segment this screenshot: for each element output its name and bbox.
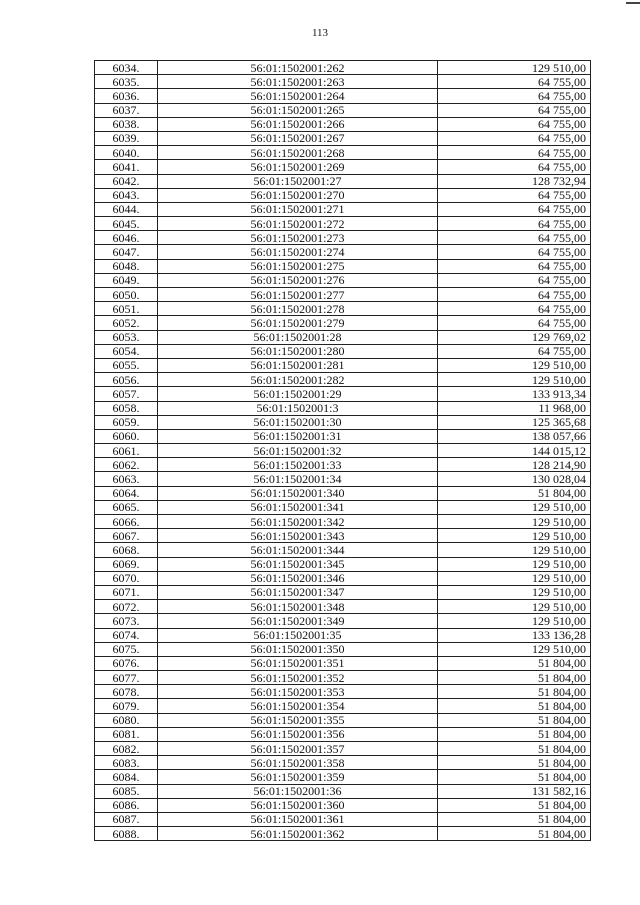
cadastral-value: 129 510,00 [438,358,591,372]
cadastral-value: 144 015,12 [438,444,591,458]
row-number: 6054. [95,344,158,358]
table-row [95,571,591,585]
table-row [95,614,591,628]
cadastral-value: 131 582,16 [438,784,591,798]
row-number: 6076. [95,656,158,670]
table-row [95,344,591,358]
row-number: 6065. [95,500,158,514]
cadastral-number: 56:01:1502001:35 [158,628,438,642]
cadastral-value: 64 755,00 [438,273,591,287]
cadastral-value: 51 804,00 [438,742,591,756]
cadastral-number: 56:01:1502001:264 [158,89,438,103]
cadastral-number: 56:01:1502001:263 [158,75,438,89]
table-row [95,756,591,770]
cadastral-value: 125 365,68 [438,415,591,429]
table-row [95,302,591,316]
cadastral-number: 56:01:1502001:281 [158,358,438,372]
table-row [95,89,591,103]
table-row [95,656,591,670]
row-number: 6087. [95,812,158,826]
cadastral-value: 51 804,00 [438,756,591,770]
cadastral-number: 56:01:1502001:30 [158,415,438,429]
scan-corner-mark [626,2,640,4]
table-row [95,330,591,344]
row-number: 6068. [95,543,158,557]
table-row [95,458,591,472]
row-number: 6082. [95,742,158,756]
table-row [95,600,591,614]
table-row [95,784,591,798]
row-number: 6056. [95,373,158,387]
row-number: 6044. [95,202,158,216]
cadastral-number: 56:01:1502001:346 [158,571,438,585]
table-row [95,515,591,529]
cadastral-number: 56:01:1502001:269 [158,160,438,174]
cadastral-number: 56:01:1502001:350 [158,642,438,656]
table-row [95,373,591,387]
cadastral-value: 133 913,34 [438,387,591,401]
table-row [95,245,591,259]
cadastral-number: 56:01:1502001:359 [158,770,438,784]
row-number: 6071. [95,585,158,599]
cadastral-number: 56:01:1502001:362 [158,827,438,841]
cadastral-value: 51 804,00 [438,685,591,699]
table-row [95,742,591,756]
cadastral-number: 56:01:1502001:278 [158,302,438,316]
row-number: 6086. [95,798,158,812]
cadastral-number: 56:01:1502001:274 [158,245,438,259]
cadastral-number: 56:01:1502001:349 [158,614,438,628]
cadastral-number: 56:01:1502001:358 [158,756,438,770]
cadastral-value: 64 755,00 [438,217,591,231]
table-row [95,160,591,174]
cadastral-value: 51 804,00 [438,798,591,812]
cadastral-value: 64 755,00 [438,131,591,145]
row-number: 6048. [95,259,158,273]
cadastral-value: 64 755,00 [438,188,591,202]
cadastral-value: 129 510,00 [438,571,591,585]
cadastral-value: 129 510,00 [438,61,591,75]
cadastral-value: 128 732,94 [438,174,591,188]
table-row [95,61,591,75]
cadastral-value: 64 755,00 [438,302,591,316]
cadastral-number: 56:01:1502001:282 [158,373,438,387]
table-row [95,713,591,727]
row-number: 6053. [95,330,158,344]
cadastral-number: 56:01:1502001:31 [158,429,438,443]
row-number: 6059. [95,415,158,429]
table-row [95,444,591,458]
table-row [95,103,591,117]
row-number: 6060. [95,429,158,443]
cadastral-number: 56:01:1502001:29 [158,387,438,401]
cadastral-value: 129 510,00 [438,500,591,514]
cadastral-number: 56:01:1502001:341 [158,500,438,514]
cadastral-number: 56:01:1502001:360 [158,798,438,812]
cadastral-number: 56:01:1502001:353 [158,685,438,699]
cadastral-number: 56:01:1502001:347 [158,585,438,599]
table-row [95,543,591,557]
cadastral-number: 56:01:1502001:342 [158,515,438,529]
row-number: 6045. [95,217,158,231]
table-row [95,316,591,330]
table-row [95,671,591,685]
cadastral-number: 56:01:1502001:33 [158,458,438,472]
row-number: 6040. [95,146,158,160]
table-row [95,75,591,89]
cadastral-value: 51 804,00 [438,671,591,685]
cadastral-value: 51 804,00 [438,727,591,741]
row-number: 6039. [95,131,158,145]
cadastral-number: 56:01:1502001:28 [158,330,438,344]
cadastral-value: 51 804,00 [438,827,591,841]
cadastral-value: 64 755,00 [438,117,591,131]
row-number: 6061. [95,444,158,458]
table-row [95,401,591,415]
row-number: 6058. [95,401,158,415]
table-row [95,486,591,500]
row-number: 6047. [95,245,158,259]
row-number: 6052. [95,316,158,330]
cadastral-number: 56:01:1502001:36 [158,784,438,798]
table-row [95,770,591,784]
cadastral-number: 56:01:1502001:352 [158,671,438,685]
cadastral-number: 56:01:1502001:271 [158,202,438,216]
cadastral-number: 56:01:1502001:348 [158,600,438,614]
row-number: 6041. [95,160,158,174]
cadastral-value: 129 769,02 [438,330,591,344]
cadastral-number: 56:01:1502001:345 [158,557,438,571]
table-row [95,259,591,273]
table-row [95,827,591,841]
cadastral-number: 56:01:1502001:357 [158,742,438,756]
row-number: 6046. [95,231,158,245]
table-row [95,288,591,302]
table-row [95,529,591,543]
cadastral-value: 64 755,00 [438,146,591,160]
row-number: 6057. [95,387,158,401]
cadastral-value: 64 755,00 [438,75,591,89]
table-row [95,202,591,216]
cadastral-value: 51 804,00 [438,656,591,670]
cadastral-value: 64 755,00 [438,89,591,103]
row-number: 6038. [95,117,158,131]
table-row [95,727,591,741]
row-number: 6034. [95,61,158,75]
cadastral-value: 64 755,00 [438,344,591,358]
cadastral-number: 56:01:1502001:351 [158,656,438,670]
cadastral-number: 56:01:1502001:280 [158,344,438,358]
cadastral-value: 64 755,00 [438,259,591,273]
cadastral-number: 56:01:1502001:361 [158,812,438,826]
row-number: 6079. [95,699,158,713]
table-row [95,273,591,287]
table-row [95,188,591,202]
row-number: 6036. [95,89,158,103]
cadastral-value: 64 755,00 [438,231,591,245]
row-number: 6066. [95,515,158,529]
row-number: 6083. [95,756,158,770]
row-number: 6049. [95,273,158,287]
row-number: 6051. [95,302,158,316]
cadastral-value: 51 804,00 [438,713,591,727]
table-row [95,415,591,429]
cadastral-value: 64 755,00 [438,288,591,302]
row-number: 6081. [95,727,158,741]
table-row [95,231,591,245]
cadastral-value: 129 510,00 [438,543,591,557]
cadastral-number: 56:01:1502001:266 [158,117,438,131]
row-number: 6042. [95,174,158,188]
cadastral-value: 129 510,00 [438,515,591,529]
row-number: 6084. [95,770,158,784]
row-number: 6088. [95,827,158,841]
table-row [95,429,591,443]
page-number: 113 [311,27,329,39]
row-number: 6043. [95,188,158,202]
table-body [95,61,591,841]
table-row [95,585,591,599]
table-row [95,500,591,514]
row-number: 6070. [95,571,158,585]
cadastral-value: 129 510,00 [438,373,591,387]
cadastral-value: 129 510,00 [438,600,591,614]
row-number: 6085. [95,784,158,798]
cadastral-number: 56:01:1502001:34 [158,472,438,486]
row-number: 6069. [95,557,158,571]
table-row [95,174,591,188]
cadastral-value: 129 510,00 [438,585,591,599]
table-row [95,358,591,372]
cadastral-value: 64 755,00 [438,202,591,216]
row-number: 6075. [95,642,158,656]
cadastral-number: 56:01:1502001:275 [158,259,438,273]
cadastral-number: 56:01:1502001:262 [158,61,438,75]
cadastral-value: 51 804,00 [438,770,591,784]
cadastral-value: 51 804,00 [438,486,591,500]
table-row [95,685,591,699]
cadastral-number: 56:01:1502001:343 [158,529,438,543]
table-row [95,798,591,812]
cadastral-value: 129 510,00 [438,642,591,656]
table-row [95,387,591,401]
table-row [95,472,591,486]
cadastral-number: 56:01:1502001:279 [158,316,438,330]
table-row [95,146,591,160]
cadastral-value: 129 510,00 [438,529,591,543]
table-row [95,699,591,713]
row-number: 6080. [95,713,158,727]
cadastral-number: 56:01:1502001:267 [158,131,438,145]
cadastral-number: 56:01:1502001:356 [158,727,438,741]
table-row [95,217,591,231]
cadastral-value: 64 755,00 [438,245,591,259]
row-number: 6078. [95,685,158,699]
cadastral-number: 56:01:1502001:354 [158,699,438,713]
cadastral-number: 56:01:1502001:272 [158,217,438,231]
row-number: 6072. [95,600,158,614]
row-number: 6062. [95,458,158,472]
cadastral-value: 64 755,00 [438,316,591,330]
cadastral-number: 56:01:1502001:27 [158,174,438,188]
cadastral-value: 129 510,00 [438,614,591,628]
cadastral-number: 56:01:1502001:32 [158,444,438,458]
cadastral-value: 51 804,00 [438,699,591,713]
cadastral-value: 133 136,28 [438,628,591,642]
cadastral-value: 64 755,00 [438,103,591,117]
row-number: 6077. [95,671,158,685]
cadastral-value: 128 214,90 [438,458,591,472]
cadastral-number: 56:01:1502001:268 [158,146,438,160]
cadastral-number: 56:01:1502001:270 [158,188,438,202]
cadastral-number: 56:01:1502001:355 [158,713,438,727]
cadastral-number: 56:01:1502001:277 [158,288,438,302]
table-row [95,557,591,571]
cadastral-value: 130 028,04 [438,472,591,486]
cadastral-value: 129 510,00 [438,557,591,571]
cadastral-number: 56:01:1502001:265 [158,103,438,117]
table-row [95,117,591,131]
cadastral-value: 64 755,00 [438,160,591,174]
table-row [95,131,591,145]
row-number: 6055. [95,358,158,372]
row-number: 6035. [95,75,158,89]
cadastral-value-table [94,60,591,841]
cadastral-value: 11 968,00 [438,401,591,415]
row-number: 6067. [95,529,158,543]
row-number: 6037. [95,103,158,117]
row-number: 6073. [95,614,158,628]
cadastral-value: 138 057,66 [438,429,591,443]
table-row [95,628,591,642]
table-row [95,642,591,656]
row-number: 6050. [95,288,158,302]
cadastral-number: 56:01:1502001:3 [158,401,438,415]
row-number: 6074. [95,628,158,642]
row-number: 6063. [95,472,158,486]
cadastral-number: 56:01:1502001:273 [158,231,438,245]
row-number: 6064. [95,486,158,500]
cadastral-number: 56:01:1502001:344 [158,543,438,557]
table-row [95,812,591,826]
cadastral-value: 51 804,00 [438,812,591,826]
cadastral-number: 56:01:1502001:276 [158,273,438,287]
cadastral-number: 56:01:1502001:340 [158,486,438,500]
